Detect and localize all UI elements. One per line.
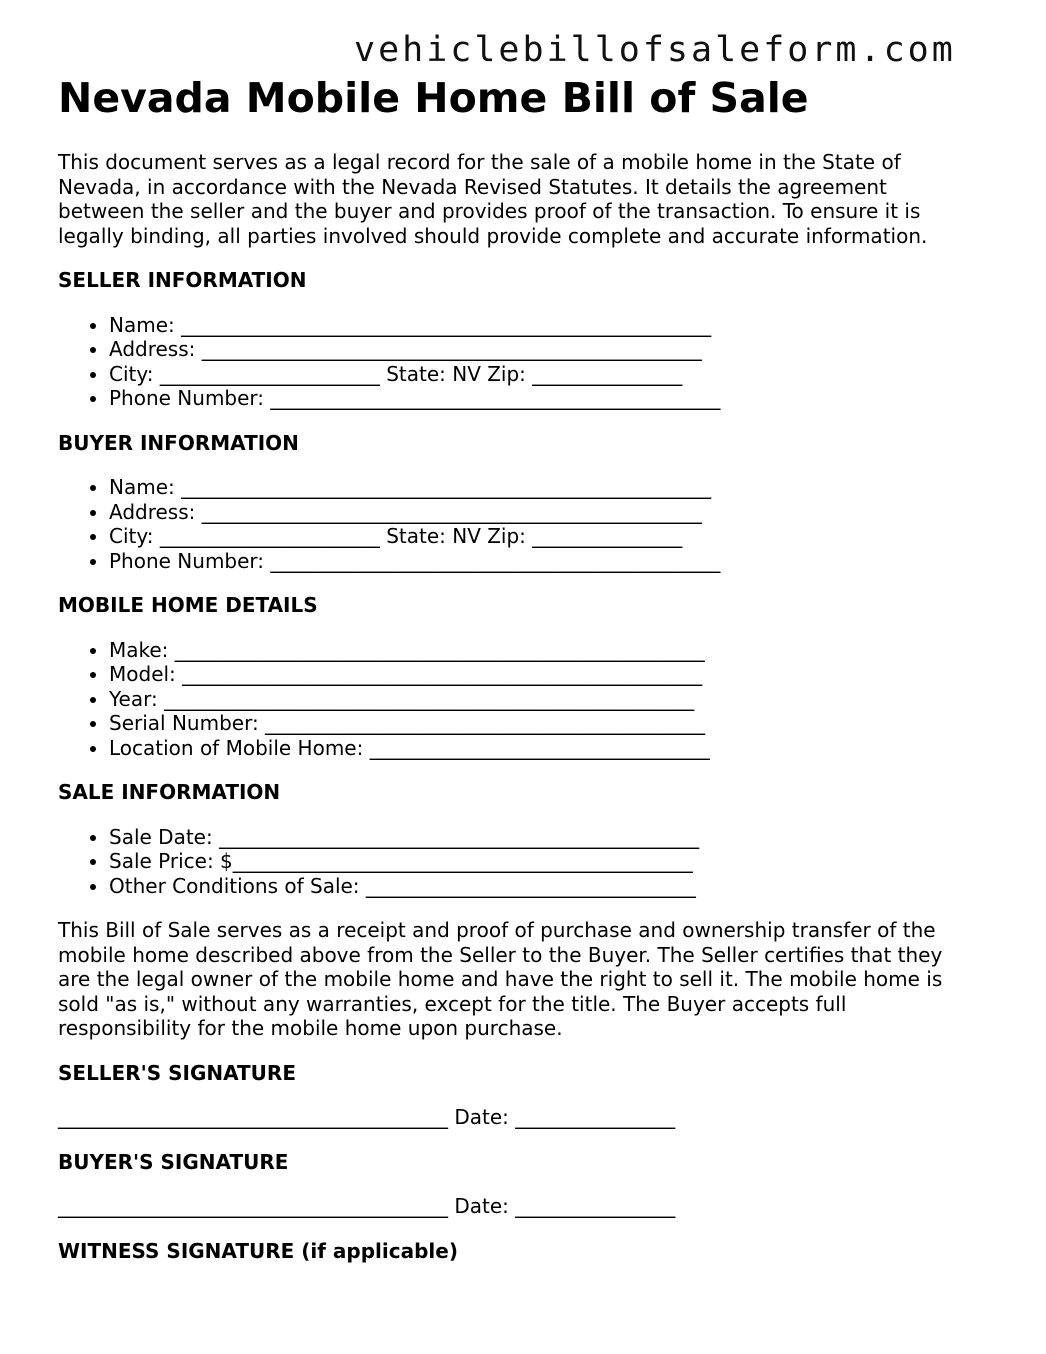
seller-heading: SELLER INFORMATION — [58, 268, 307, 292]
watermark-text: vehiclebillofsaleform.com — [354, 30, 956, 70]
seller-address-field[interactable]: • Address: __________________________________________________ — [109, 337, 978, 362]
closing-paragraph: This Bill of Sale serves as a receipt and proof of purchase and ownership transfer of the mobile home described above from the Seller to the Buyer. The Seller certifies that they are the legal owner of the mobile home and have the right to sell it. The mobile home is sold "as is," without any warranties, except for the title. The Buyer accepts full responsibility for the mobile home upon purchase. — [58, 918, 943, 1040]
buyer-city-state-zip-field[interactable]: • City: ______________________ State: NV Zip: _______________ — [109, 524, 978, 549]
other-conditions-field[interactable]: • Other Conditions of Sale: _________________________________ — [109, 874, 978, 899]
page-title: Nevada Mobile Home Bill of Sale — [58, 74, 809, 122]
buyer-heading: BUYER INFORMATION — [58, 430, 299, 455]
seller-phone-field[interactable]: • Phone Number: _____________________________________________ — [109, 386, 978, 411]
buyer-fields — [58, 475, 978, 573]
seller-signature-section — [58, 1061, 978, 1130]
sale-price-field[interactable]: • Sale Price: $______________________________________________ — [109, 849, 978, 874]
buyer-phone-field[interactable]: • Phone Number: _____________________________________________ — [109, 549, 978, 574]
seller-signature-line[interactable]: _______________________________________ Date: ________________ — [58, 1105, 676, 1129]
seller-signature-heading: SELLER'S SIGNATURE — [58, 1060, 296, 1085]
buyer-section — [58, 431, 978, 574]
buyer-name-field[interactable]: • Name: _____________________________________________________ — [109, 475, 978, 500]
year-field[interactable]: • Year: _____________________________________________________ — [109, 687, 978, 712]
mobile-home-fields — [58, 638, 978, 761]
witness-signature-heading: WITNESS SIGNATURE (if applicable) — [58, 1238, 458, 1263]
make-field[interactable]: • Make: _____________________________________________________ — [109, 638, 978, 663]
intro-paragraph: This document serves as a legal record for the sale of a mobile home in the State of Nevada, in accordance with the Nevada Revised Statutes. It details the agreement between the seller and the buyer and provides proof of the transaction. To ensure it is legally binding, all parties involved should provide complete and accurate information. — [58, 150, 928, 248]
sale-date-field[interactable]: • Sale Date: ________________________________________________ — [109, 825, 978, 850]
mobile-home-section — [58, 593, 978, 760]
seller-city-state-zip-field[interactable]: • City: ______________________ State: NV Zip: _______________ — [109, 362, 978, 387]
location-field[interactable]: • Location of Mobile Home: __________________________________ — [109, 736, 978, 761]
document-body — [58, 150, 978, 1263]
buyer-signature-line[interactable]: _______________________________________ Date: ________________ — [58, 1194, 676, 1218]
model-field[interactable]: • Model: ____________________________________________________ — [109, 662, 978, 687]
seller-section — [58, 268, 978, 411]
mobile-home-heading: MOBILE HOME DETAILS — [58, 593, 318, 617]
sale-section — [58, 780, 978, 898]
buyer-signature-heading: BUYER'S SIGNATURE — [58, 1149, 289, 1174]
serial-number-field[interactable]: • Serial Number: ____________________________________________ — [109, 711, 978, 736]
buyer-signature-section — [58, 1150, 978, 1219]
witness-signature-section — [58, 1239, 978, 1264]
buyer-address-field[interactable]: • Address: __________________________________________________ — [109, 500, 978, 525]
sale-heading: SALE INFORMATION — [58, 780, 281, 804]
seller-name-field[interactable]: • Name: _____________________________________________________ — [109, 313, 978, 338]
seller-fields — [58, 313, 978, 411]
sale-fields — [58, 825, 978, 899]
